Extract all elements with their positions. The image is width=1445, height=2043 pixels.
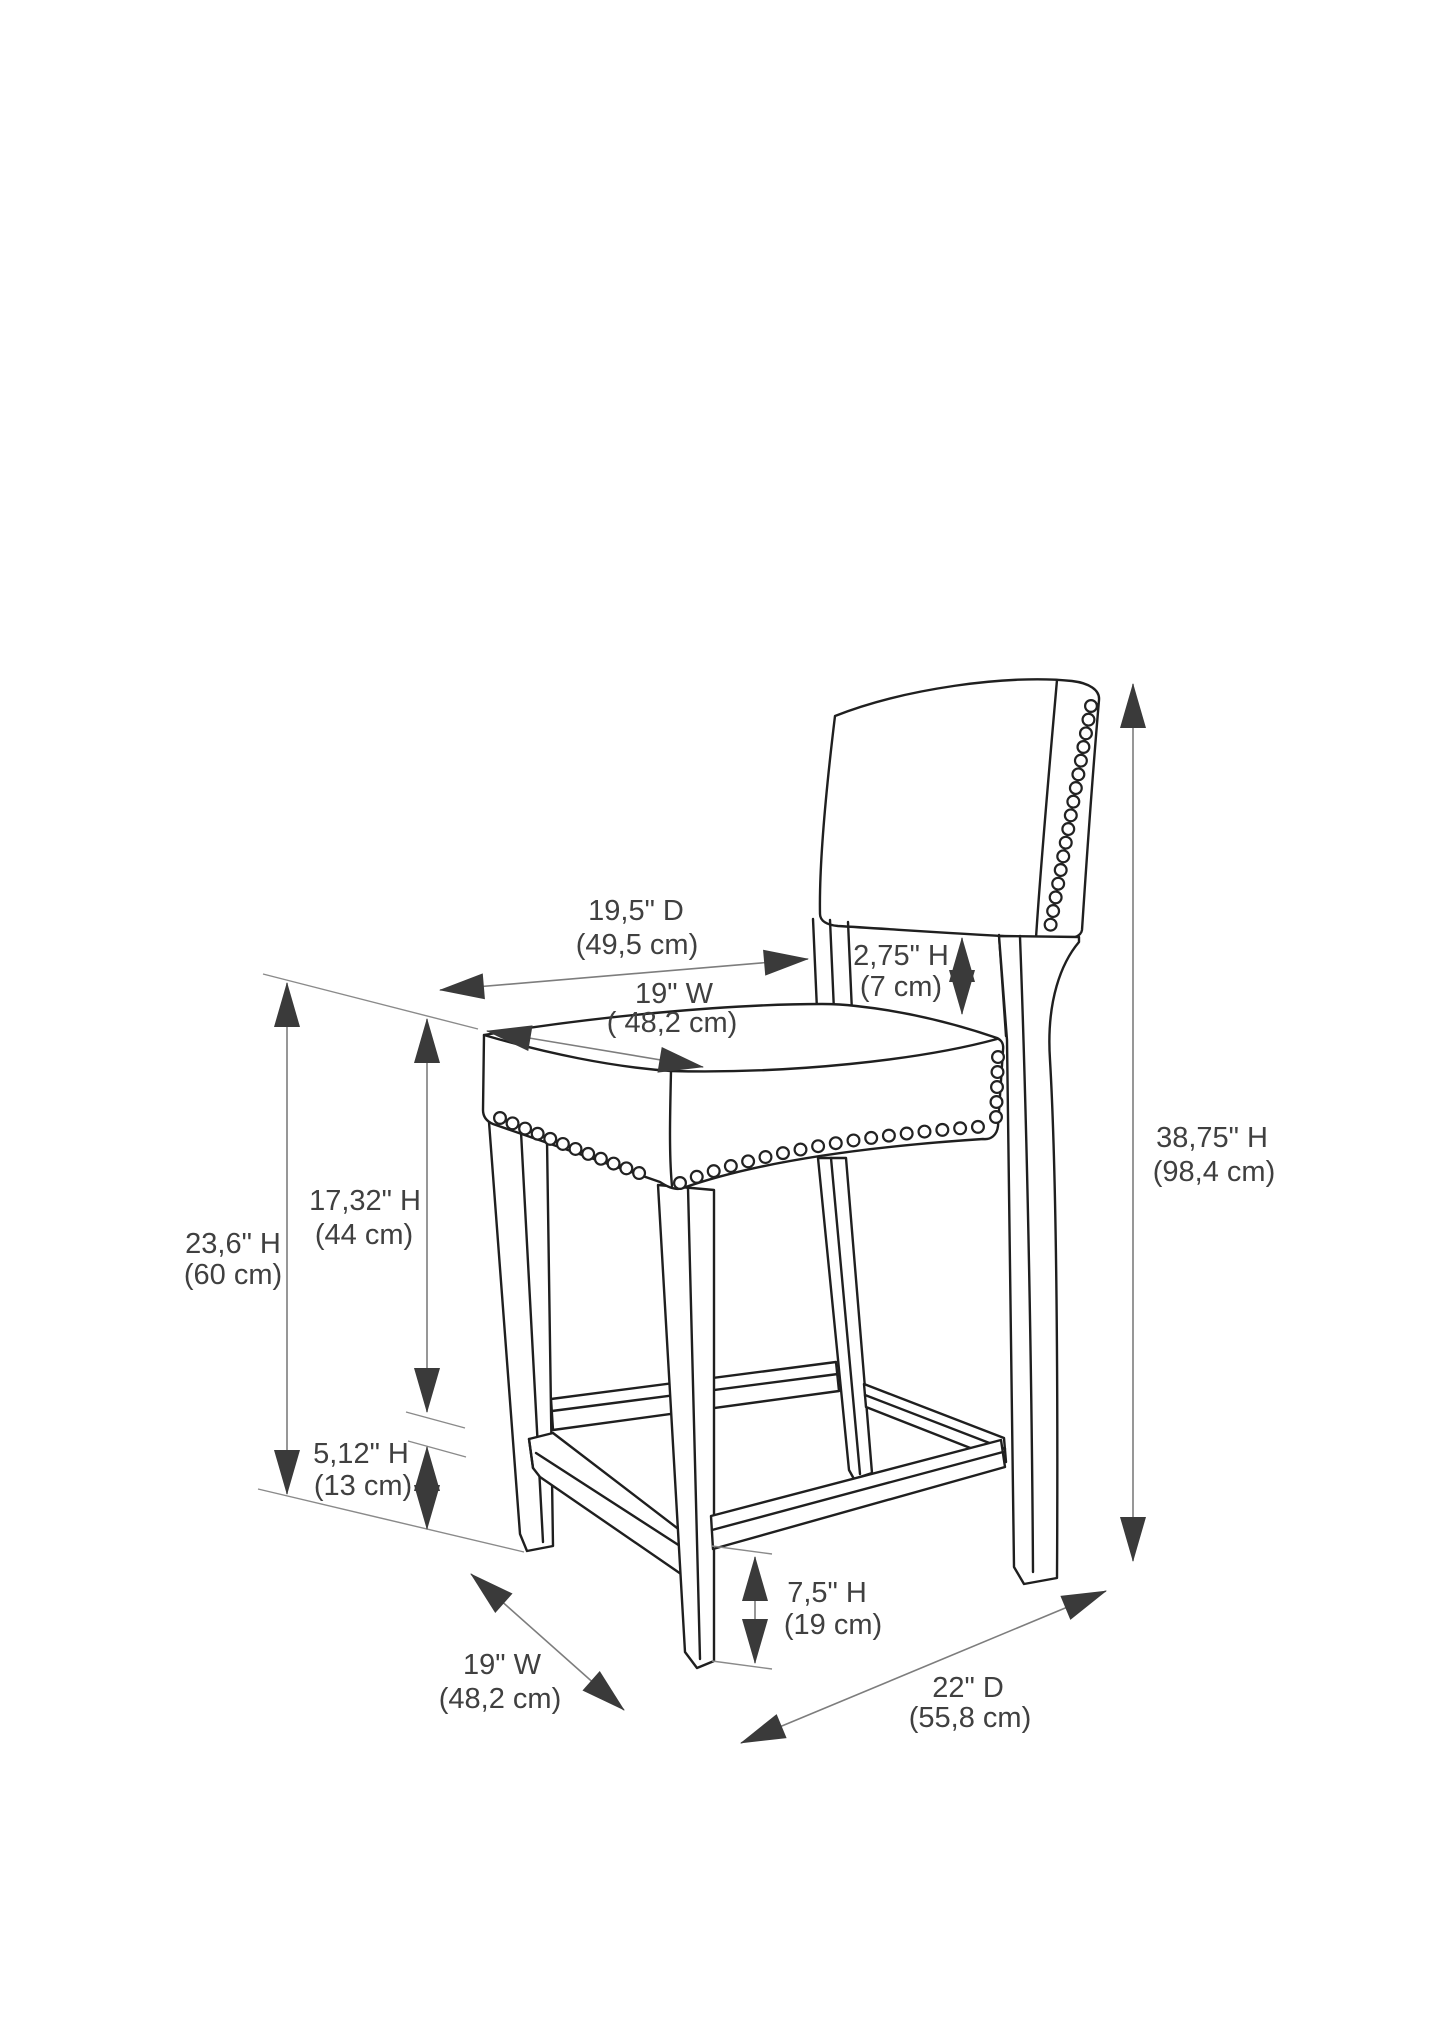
rear-right-leg	[999, 936, 1079, 1584]
dim-seat-height-inches: 23,6" H	[185, 1228, 281, 1260]
dim-seat-depth-metric: (49,5 cm)	[575, 929, 699, 961]
footrest-top-tick	[712, 1546, 772, 1554]
dim-overall-height-inches: 38,75" H	[1156, 1122, 1268, 1154]
front-right-leg	[658, 1185, 714, 1668]
seat-corner-extension-line	[263, 974, 478, 1029]
front-left-leg	[489, 1122, 553, 1551]
front-stretcher-ridge	[536, 1453, 680, 1546]
dim-footrest-height-inches: 7,5" H	[787, 1577, 867, 1609]
dim-base-depth-metric: (55,8 cm)	[908, 1702, 1032, 1734]
dimension-annotations	[184, 684, 1275, 1743]
footrest-floor-tick	[712, 1661, 772, 1669]
stretcher-bottom-tick	[408, 1441, 466, 1457]
dim-seat-to-stretcher-inches: 17,32" H	[309, 1185, 421, 1217]
stool-drawing	[483, 679, 1099, 1668]
dim-footrest-height	[755, 1557, 882, 1663]
stretcher-top-tick	[406, 1412, 465, 1428]
dim-stretcher-to-floor-metric: (13 cm)	[313, 1470, 413, 1502]
dim-seat-to-stretcher-metric: (44 cm)	[314, 1219, 414, 1251]
dim-back-gap-height	[853, 938, 962, 1014]
dim-back-gap-inches: 2,75" H	[853, 940, 949, 972]
dim-seat-to-stretcher	[309, 1019, 427, 1412]
dim-back-gap-metric: (7 cm)	[859, 971, 943, 1003]
dim-seat-height-metric: (60 cm)	[183, 1259, 283, 1291]
back-stretcher-edge	[865, 1395, 1005, 1449]
dim-base-width	[439, 1574, 624, 1715]
dim-base-width-metric: (48,2 cm)	[438, 1683, 562, 1715]
dim-seat-width-inches: 19" W	[635, 978, 713, 1010]
dim-seat-width-metric: ( 48,2 cm)	[606, 1007, 738, 1039]
dim-overall-height-metric: (98,4 cm)	[1152, 1156, 1276, 1188]
dim-seat-depth	[440, 895, 808, 990]
dim-stretcher-to-floor-inches: 5,12" H	[313, 1438, 409, 1470]
dim-overall-height	[1133, 684, 1275, 1561]
dim-seat-height	[184, 983, 287, 1494]
dim-seat-depth-inches: 19,5" D	[588, 895, 684, 927]
dim-base-depth-inches: 22" D	[932, 1672, 1004, 1704]
dim-base-width-inches: 19" W	[463, 1649, 541, 1681]
dim-footrest-height-metric: (19 cm)	[783, 1609, 883, 1641]
